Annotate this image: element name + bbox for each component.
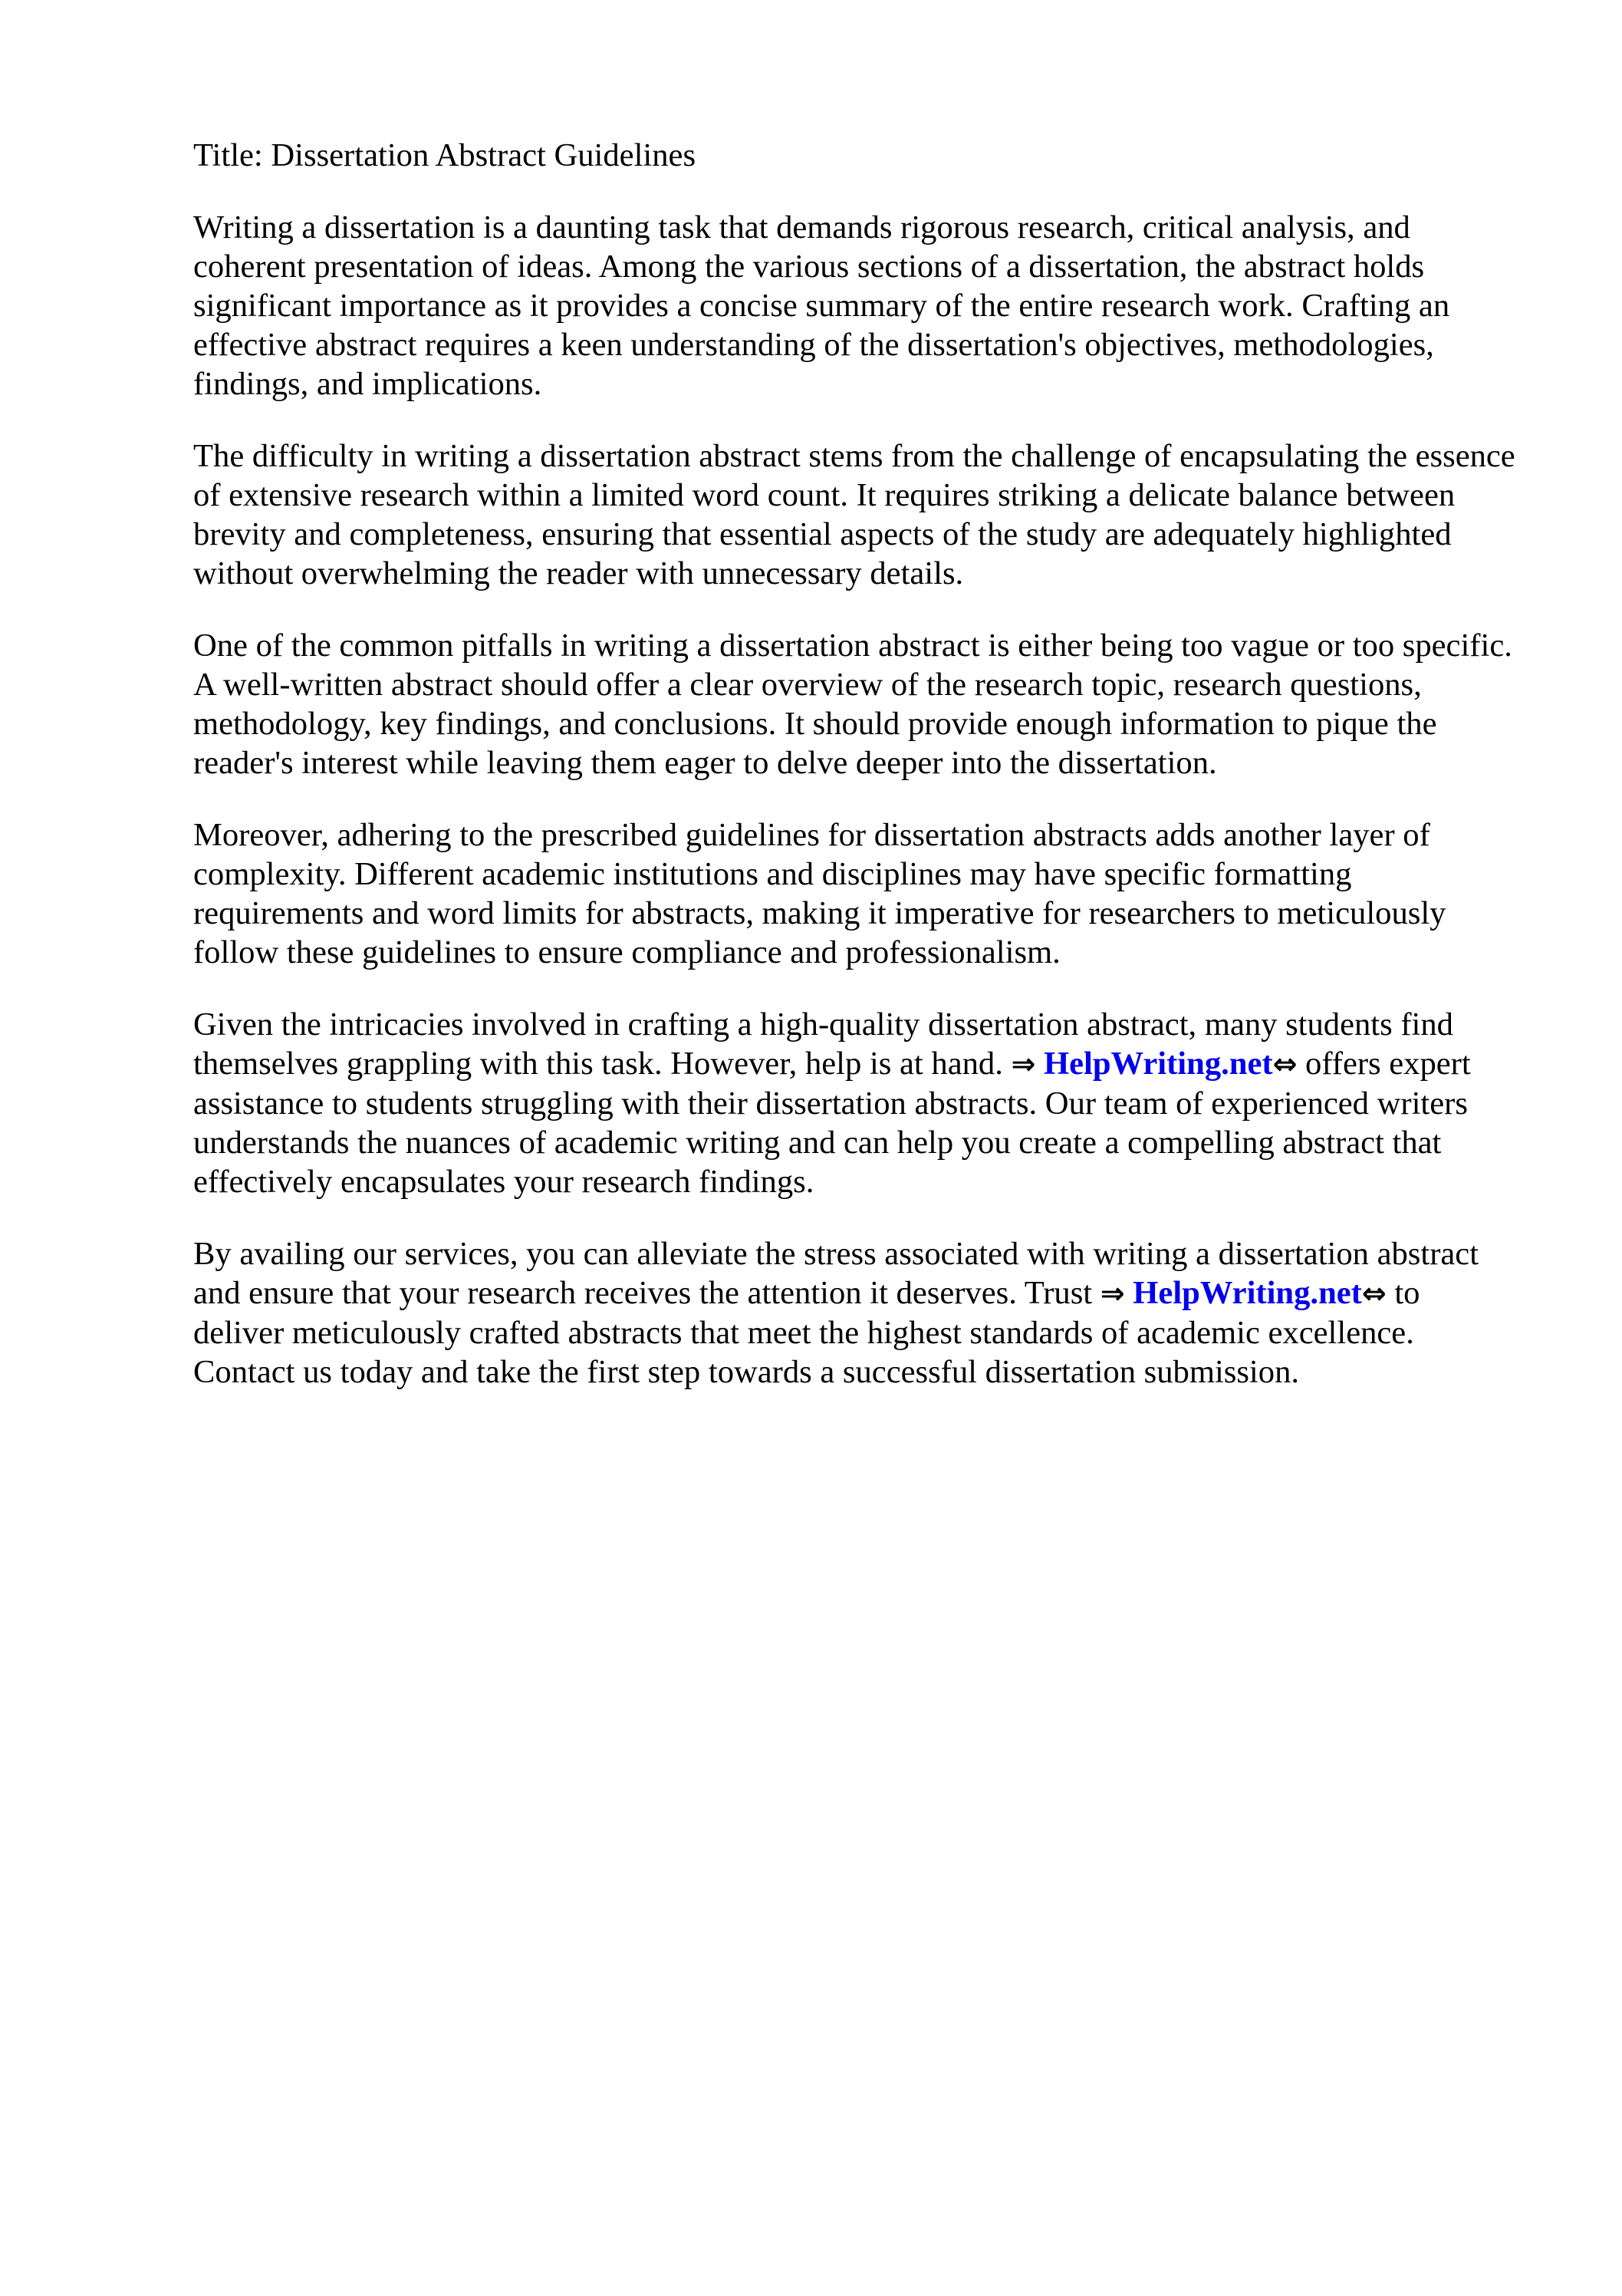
text-line: without overwhelming the reader with unnecessary details. bbox=[193, 555, 964, 591]
text-line bbox=[193, 1273, 1515, 1313]
text-line: A well-written abstract should offer a clear overview of the research topic, research questions, bbox=[193, 667, 1422, 703]
text-line: Moreover, adhering to the prescribed guidelines for dissertation abstracts adds another layer of bbox=[193, 817, 1430, 853]
text-line: coherent presentation of ideas. Among the various sections of a dissertation, the abstract holds bbox=[193, 249, 1425, 285]
text-line: effective abstract requires a keen understanding of the dissertation's objectives, methodologies, bbox=[193, 327, 1434, 363]
text-line: of extensive research within a limited word count. It requires striking a delicate balance between bbox=[193, 477, 1456, 513]
text-segment: themselves grappling with this task. However, help is at hand. bbox=[193, 1046, 1012, 1082]
text-line: significant importance as it provides a concise summary of the entire research work. Crafting an bbox=[193, 288, 1450, 324]
left-right-double-arrow-icon: ⇔ bbox=[1361, 1276, 1387, 1310]
paragraph bbox=[193, 436, 1515, 593]
paragraph bbox=[193, 1234, 1515, 1392]
document-body bbox=[193, 136, 1515, 1425]
text-line: Given the intricacies involved in crafting a high-quality dissertation abstract, many students find bbox=[193, 1006, 1453, 1043]
text-line: understands the nuances of academic writing and can help you create a compelling abstract that bbox=[193, 1125, 1442, 1161]
text-line: complexity. Different academic institutions and disciplines may have specific formatting bbox=[193, 856, 1352, 892]
text-line: reader's interest while leaving them eager to delve deeper into the dissertation. bbox=[193, 745, 1217, 781]
text-line: methodology, key findings, and conclusions. It should provide enough information to pique the bbox=[193, 706, 1437, 742]
text-line: follow these guidelines to ensure compliance and professionalism. bbox=[193, 934, 1061, 970]
text-line: By availing our services, you can alleviate the stress associated with writing a dissertation abstract bbox=[193, 1236, 1479, 1272]
paragraph bbox=[193, 626, 1515, 782]
text-line: Writing a dissertation is a daunting task that demands rigorous research, critical analysis, and bbox=[193, 209, 1410, 245]
helpwriting-link[interactable]: HelpWriting.net bbox=[1133, 1275, 1362, 1311]
text-line: assistance to students struggling with their dissertation abstracts. Our team of experienced writers bbox=[193, 1085, 1468, 1122]
text-line: deliver meticulously crafted abstracts that meet the highest standards of academic excellence. bbox=[193, 1315, 1414, 1351]
document-title: Title: Dissertation Abstract Guidelines bbox=[193, 137, 696, 173]
paragraph bbox=[193, 815, 1515, 972]
text-segment: offers expert bbox=[1297, 1046, 1471, 1082]
paragraph bbox=[193, 1005, 1515, 1201]
text-line: Contact us today and take the first step towards a successful dissertation submission. bbox=[193, 1354, 1300, 1390]
text-line: effectively encapsulates your research findings. bbox=[193, 1164, 814, 1200]
helpwriting-link[interactable]: HelpWriting.net bbox=[1044, 1046, 1273, 1082]
right-double-arrow-icon: ⇒ bbox=[1011, 1047, 1036, 1081]
text-segment: and ensure that your research receives the attention it deserves. Trust bbox=[193, 1275, 1101, 1311]
text-line: One of the common pitfalls in writing a dissertation abstract is either being too vague or too specific. bbox=[193, 628, 1512, 664]
text-line: findings, and implications. bbox=[193, 366, 542, 402]
text-segment: to bbox=[1386, 1275, 1420, 1311]
left-right-double-arrow-icon: ⇔ bbox=[1272, 1047, 1298, 1081]
paragraph bbox=[193, 208, 1515, 404]
paragraphs bbox=[193, 208, 1515, 1392]
text-line: brevity and completeness, ensuring that essential aspects of the study are adequately highlighted bbox=[193, 516, 1452, 552]
right-double-arrow-icon: ⇒ bbox=[1100, 1276, 1125, 1310]
text-line bbox=[193, 1044, 1515, 1084]
text-line: requirements and word limits for abstracts, making it imperative for researchers to meticulously bbox=[193, 895, 1446, 931]
text-line: The difficulty in writing a dissertation abstract stems from the challenge of encapsulating the essence bbox=[193, 438, 1515, 474]
